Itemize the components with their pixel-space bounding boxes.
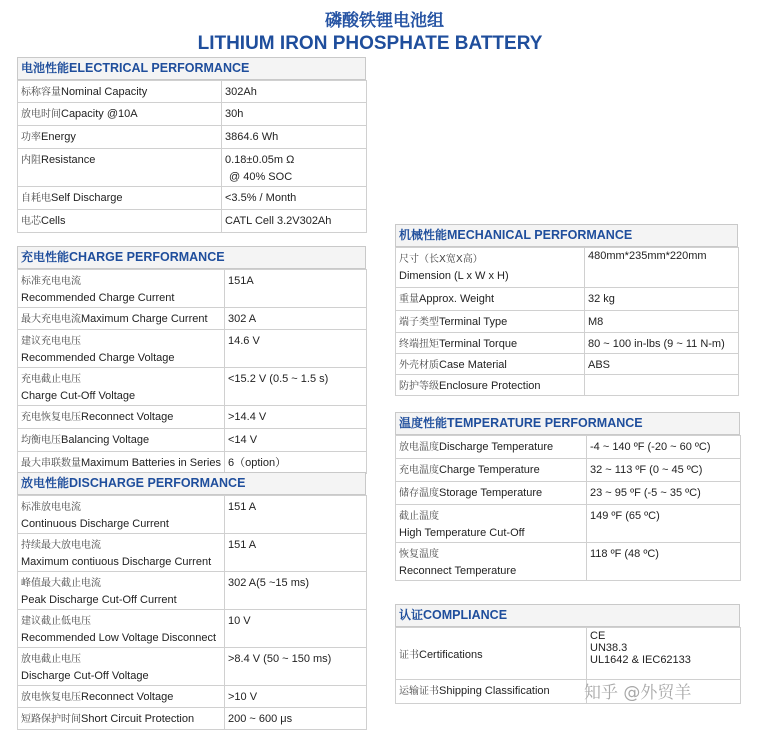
- spec-label: 放电截止电压 Discharge Cut-Off Voltage: [18, 648, 225, 686]
- mechanical-section: [395, 224, 738, 396]
- table-row: [18, 452, 367, 474]
- spec-label: 建议充电电压 Recommended Charge Voltage: [18, 330, 225, 368]
- electrical-section: [17, 57, 366, 233]
- spec-label: 储存温度Storage Temperature: [396, 482, 587, 505]
- table-row: [18, 187, 367, 210]
- table-row: [18, 103, 367, 126]
- table-row: [18, 81, 367, 103]
- table-row: [18, 126, 367, 149]
- table-row: [18, 686, 367, 708]
- spec-label: 运输证书Shipping Classification: [396, 680, 587, 704]
- spec-value: CE UN38.3 UL1642 & IEC62133: [587, 628, 741, 680]
- spec-label: 放电恢复电压Reconnect Voltage: [18, 686, 225, 708]
- table-row: [18, 572, 367, 610]
- spec-label: 持续最大放电电流 Maximum contiuous Discharge Current: [18, 534, 225, 572]
- spec-value: 149 ºF (65 ºC): [587, 505, 741, 543]
- spec-value: 302 A: [225, 308, 367, 330]
- spec-value: 151A: [225, 270, 367, 308]
- spec-value: 6（option）: [225, 452, 367, 474]
- spec-value: 23 ~ 95 ºF (-5 ~ 35 ºC): [587, 482, 741, 505]
- page-title-en: LITHIUM IRON PHOSPHATE BATTERY: [197, 33, 543, 54]
- spec-label: 建议截止低电压 Recommended Low Voltage Disconnect: [18, 610, 225, 648]
- table-row: [396, 333, 739, 354]
- table-row: [18, 610, 367, 648]
- spec-value: 480mm*235mm*220mm: [585, 248, 739, 288]
- table-row: [18, 149, 367, 187]
- compliance-heading: 认证COMPLIANCE: [395, 604, 740, 627]
- charge-section: [17, 246, 366, 474]
- table-row: [396, 288, 739, 311]
- temperature-heading: 温度性能TEMPERATURE PERFORMANCE: [395, 412, 740, 435]
- spec-value: 151 A: [225, 534, 367, 572]
- spec-label: 均衡电压Balancing Voltage: [18, 429, 225, 452]
- spec-label: 标准充电电流 Recommended Charge Current: [18, 270, 225, 308]
- spec-label: 外壳材质Case Material: [396, 354, 585, 375]
- spec-label: 证书Certifications: [396, 628, 587, 680]
- spec-label: 充电温度Charge Temperature: [396, 459, 587, 482]
- spec-label: 截止温度 High Temperature Cut-Off: [396, 505, 587, 543]
- spec-value: 200 ~ 600 μs: [225, 708, 367, 730]
- table-row: [396, 436, 741, 459]
- spec-value: 32 kg: [585, 288, 739, 311]
- spec-label: 电芯Cells: [18, 210, 222, 233]
- spec-label: 防护等级Enclosure Protection: [396, 375, 585, 396]
- spec-label: 短路保护时间Short Circuit Protection: [18, 708, 225, 730]
- table-row: [18, 270, 367, 308]
- table-row: [18, 496, 367, 534]
- spec-label: 内阻Resistance: [18, 149, 222, 187]
- spec-label: 标称容量Nominal Capacity: [18, 81, 222, 103]
- table-row: [396, 628, 741, 680]
- spec-label: 重量Approx. Weight: [396, 288, 585, 311]
- spec-value: 302 A(5 ~15 ms): [225, 572, 367, 610]
- spec-label: 功率Energy: [18, 126, 222, 149]
- spec-label: 峰值最大截止电流 Peak Discharge Cut-Off Current: [18, 572, 225, 610]
- spec-label: 终端扭矩Terminal Torque: [396, 333, 585, 354]
- table-row: [396, 543, 741, 581]
- spec-label: 最大充电电流Maximum Charge Current: [18, 308, 225, 330]
- table-row: [18, 330, 367, 368]
- spec-label: 端子类型Terminal Type: [396, 311, 585, 333]
- spec-label: 尺寸（长X宽X高） Dimension (L x W x H): [396, 248, 585, 288]
- spec-value: 80 ~ 100 in-lbs (9 ~ 11 N-m): [585, 333, 739, 354]
- spec-value: 30h: [222, 103, 367, 126]
- spec-label: 放电时间Capacity @10A: [18, 103, 222, 126]
- spec-value: <14 V: [225, 429, 367, 452]
- spec-label: 自耗电Self Discharge: [18, 187, 222, 210]
- spec-value: [585, 375, 739, 396]
- table-row: [18, 210, 367, 233]
- table-row: [18, 368, 367, 406]
- spec-value: >8.4 V (50 ~ 150 ms): [225, 648, 367, 686]
- spec-value: ABS: [585, 354, 739, 375]
- spec-label: 恢复温度 Reconnect Temperature: [396, 543, 587, 581]
- spec-label: 标准放电电流 Continuous Discharge Current: [18, 496, 225, 534]
- discharge-section: [17, 472, 366, 730]
- electrical-heading: 电池性能ELECTRICAL PERFORMANCE: [17, 57, 366, 80]
- spec-value: 302Ah: [222, 81, 367, 103]
- table-row: [18, 308, 367, 330]
- spec-label: 充电恢复电压Reconnect Voltage: [18, 406, 225, 429]
- temperature-section: [395, 412, 740, 581]
- table-row: [18, 429, 367, 452]
- spec-value: <3.5% / Month: [222, 187, 367, 210]
- watermark: 知乎 @外贸羊: [584, 683, 692, 703]
- table-row: [396, 375, 739, 396]
- table-row: [396, 311, 739, 333]
- spec-label: 充电截止电压 Charge Cut-Off Voltage: [18, 368, 225, 406]
- discharge-heading: 放电性能DISCHARGE PERFORMANCE: [17, 472, 366, 495]
- spec-label: 最大串联数量Maximum Batteries in Series: [18, 452, 225, 474]
- spec-value: 3864.6 Wh: [222, 126, 367, 149]
- spec-value: 10 V: [225, 610, 367, 648]
- spec-value: -4 ~ 140 ºF (-20 ~ 60 ºC): [587, 436, 741, 459]
- spec-value: >10 V: [225, 686, 367, 708]
- table-row: [18, 406, 367, 429]
- table-row: [396, 459, 741, 482]
- spec-value: 14.6 V: [225, 330, 367, 368]
- spec-value: 0.18±0.05m Ω @ 40% SOC: [222, 149, 367, 187]
- spec-value: 118 ºF (48 ºC): [587, 543, 741, 581]
- table-row: [396, 505, 741, 543]
- table-row: [396, 354, 739, 375]
- table-row: [396, 248, 739, 288]
- spec-value: 151 A: [225, 496, 367, 534]
- table-row: [396, 482, 741, 505]
- spec-value: M8: [585, 311, 739, 333]
- mechanical-heading: 机械性能MECHANICAL PERFORMANCE: [395, 224, 738, 247]
- charge-heading: 充电性能CHARGE PERFORMANCE: [17, 246, 366, 269]
- table-row: [18, 648, 367, 686]
- page-title-cn: 磷酸铁锂电池组: [325, 11, 444, 31]
- spec-value: CATL Cell 3.2V302Ah: [222, 210, 367, 233]
- spec-value: <15.2 V (0.5 ~ 1.5 s): [225, 368, 367, 406]
- spec-value: >14.4 V: [225, 406, 367, 429]
- spec-label: 放电温度Discharge Temperature: [396, 436, 587, 459]
- table-row: [18, 708, 367, 730]
- spec-value: 32 ~ 113 ºF (0 ~ 45 ºC): [587, 459, 741, 482]
- table-row: [18, 534, 367, 572]
